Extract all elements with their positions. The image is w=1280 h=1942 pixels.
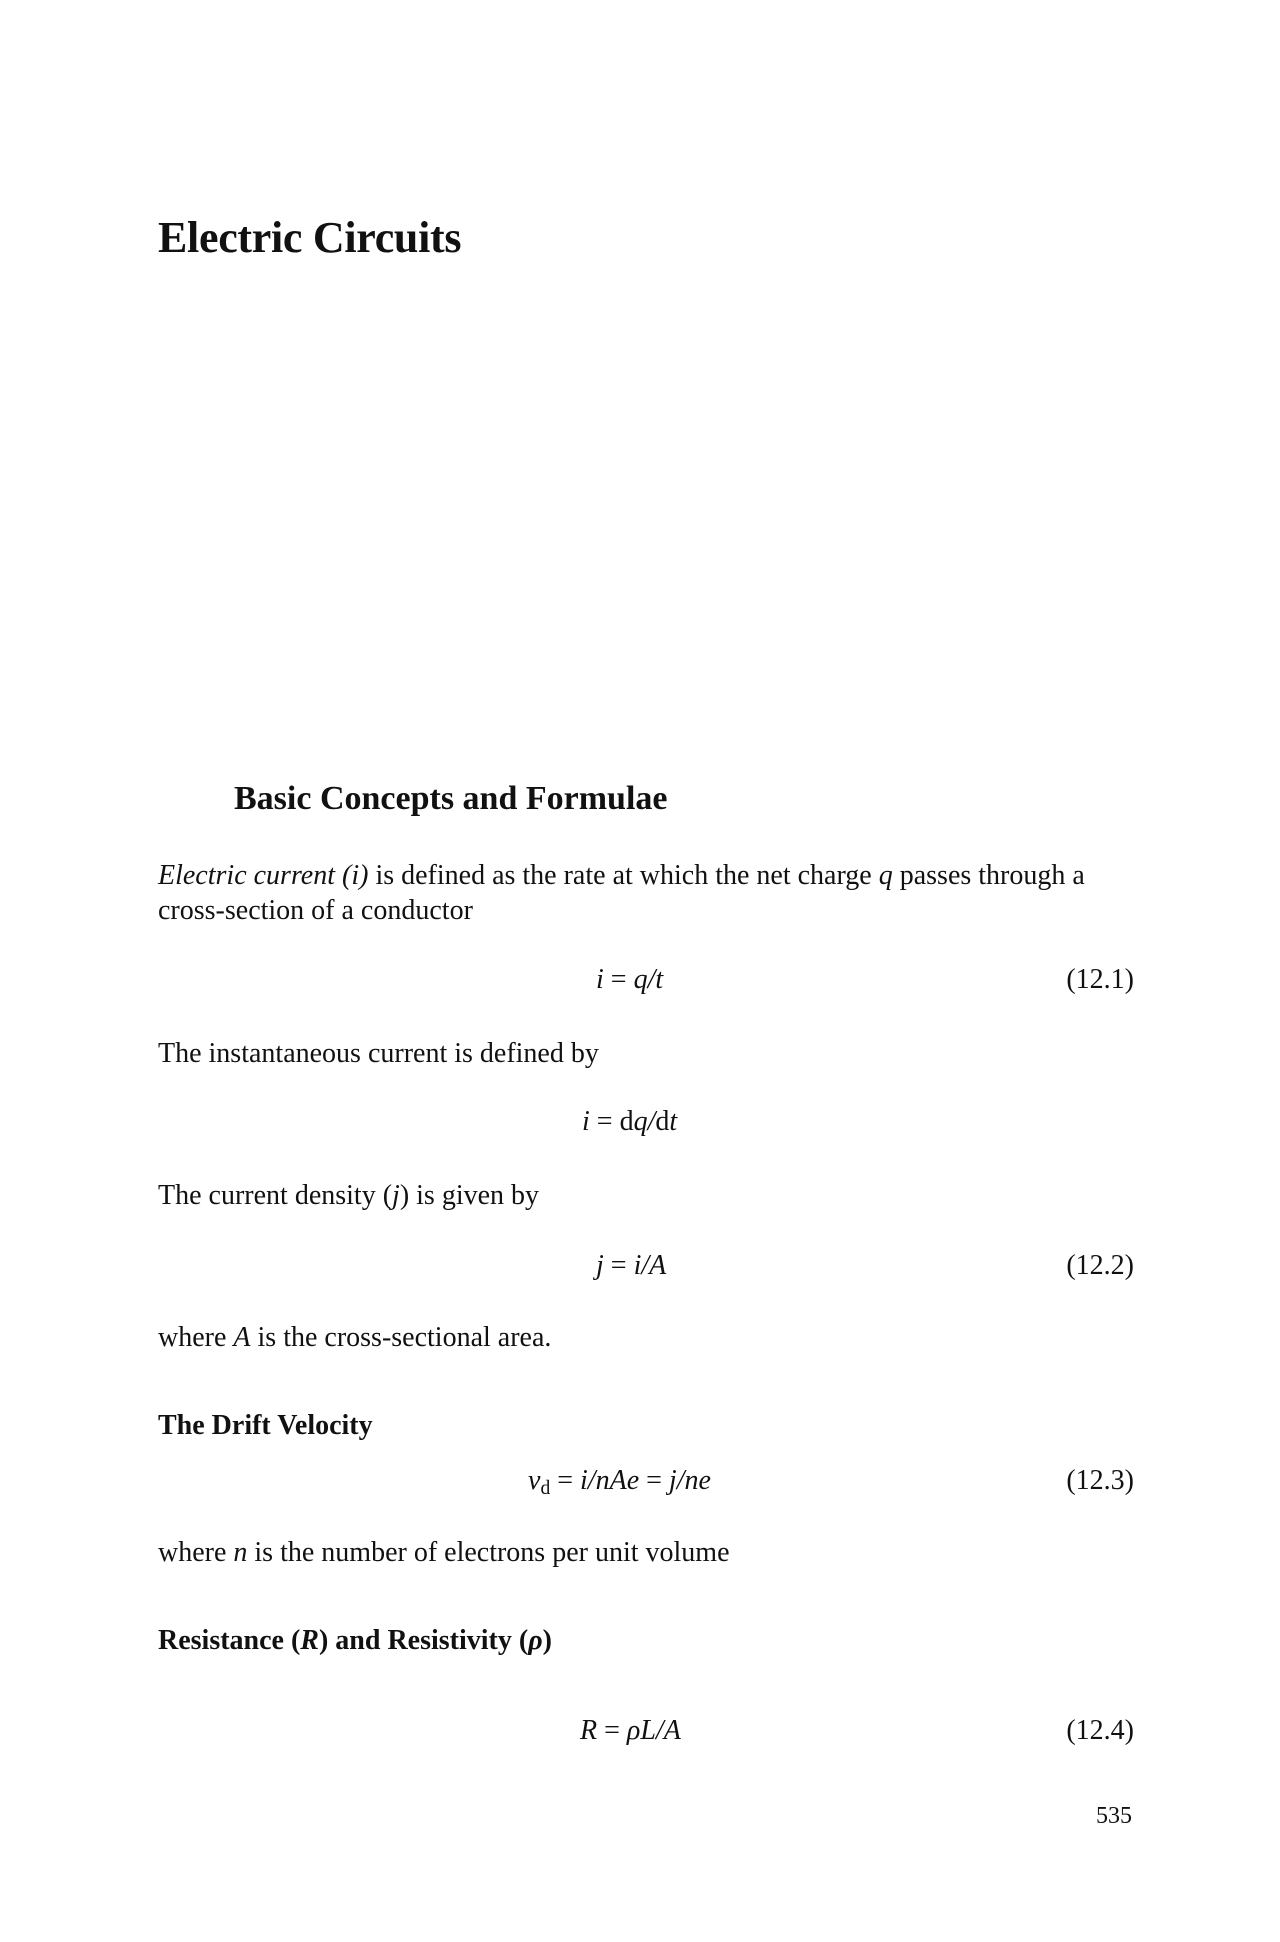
equation-12-4 xyxy=(580,1715,681,1747)
drift-velocity-heading: The Drift Velocity xyxy=(158,1410,373,1441)
instantaneous-text: The instantaneous current is defined by xyxy=(158,1038,599,1069)
eq-d: d xyxy=(619,1106,634,1137)
eq-rhs: q/t xyxy=(633,964,664,995)
var-j: j xyxy=(392,1180,400,1211)
equation-number-12-1: (12.1) xyxy=(1066,964,1134,995)
eq-lhs: R xyxy=(580,1715,598,1746)
equation-number-12-4: (12.4) xyxy=(1066,1715,1134,1746)
eq-t: t xyxy=(669,1106,678,1137)
eq-rhs: ρL/A xyxy=(626,1715,681,1746)
heading-part: ) and Resistivity ( xyxy=(318,1625,529,1656)
eq-mid: i/nAe xyxy=(580,1465,640,1496)
where-A-text-1: where xyxy=(158,1322,234,1353)
eq-rhs: i/A xyxy=(633,1250,667,1281)
equation-12-2 xyxy=(596,1250,666,1282)
eq-lhs: i xyxy=(596,964,604,995)
intro-text-1: is defined as the rate at which the net charge xyxy=(368,860,879,891)
var-n: n xyxy=(233,1537,248,1568)
equation-number-12-2: (12.2) xyxy=(1066,1250,1134,1281)
eq-d: d xyxy=(655,1106,670,1137)
eq-rhs: j/ne xyxy=(668,1465,711,1496)
term-electric-current: Electric current (i) xyxy=(158,860,369,891)
eq-op: = xyxy=(589,1106,620,1137)
where-n-text xyxy=(158,1535,1136,1570)
eq-subscript: d xyxy=(540,1477,551,1499)
eq-op: = xyxy=(603,964,634,995)
where-A-text xyxy=(158,1320,1136,1355)
eq-op: = xyxy=(603,1250,634,1281)
heading-part: Resistance ( xyxy=(158,1625,301,1656)
equation-12-1 xyxy=(596,964,663,996)
intro-text-2: passes through a cross-section of a conductor xyxy=(158,860,1085,926)
eq-lhs: j xyxy=(596,1250,604,1281)
density-text-2: ) is given by xyxy=(399,1180,540,1211)
eq-v: v xyxy=(528,1465,541,1496)
eq-op: = xyxy=(550,1465,581,1496)
page-number: 535 xyxy=(1096,1803,1132,1829)
intro-paragraph xyxy=(158,858,1136,928)
section-title: Basic Concepts and Formulae xyxy=(234,780,668,817)
var-q: q xyxy=(878,860,893,891)
eq-lhs: i xyxy=(582,1106,590,1137)
equation-12-3 xyxy=(528,1465,711,1500)
resistance-heading xyxy=(158,1625,552,1657)
density-text xyxy=(158,1178,1136,1213)
chapter-title: Electric Circuits xyxy=(158,213,462,262)
eq-q: q xyxy=(633,1106,648,1137)
eq-slash: / xyxy=(647,1106,656,1137)
equation-number-12-3: (12.3) xyxy=(1066,1465,1134,1496)
eq-op: = xyxy=(597,1715,627,1746)
where-n-text-1: where xyxy=(158,1537,234,1568)
eq-op: = xyxy=(639,1465,669,1496)
var-rho: ρ xyxy=(528,1625,543,1656)
heading-part: ) xyxy=(542,1625,552,1656)
where-A-text-2: is the cross-sectional area. xyxy=(250,1322,552,1353)
equation-instantaneous xyxy=(582,1106,677,1138)
where-n-text-2: is the number of electrons per unit volume xyxy=(247,1537,730,1568)
var-R: R xyxy=(300,1625,319,1656)
var-A: A xyxy=(233,1322,251,1353)
density-text-1: The current density ( xyxy=(158,1180,393,1211)
